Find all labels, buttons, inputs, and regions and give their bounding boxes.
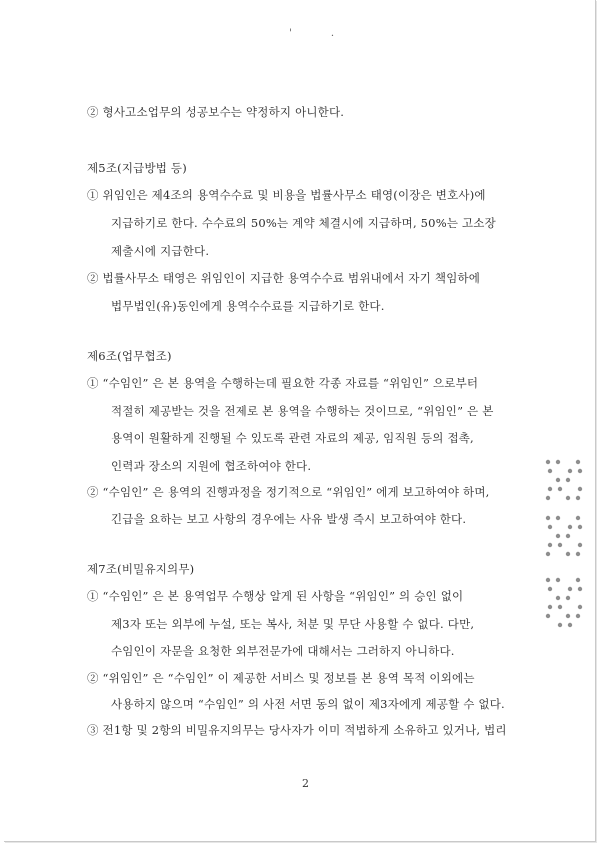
- article-6-heading: 제6조(업무협조): [87, 349, 172, 363]
- article-5-item-1-line-1: ① 위임인은 제4조의 용역수수료 및 비용을 법률사무소 태영(이장은 변호사)에: [87, 188, 486, 202]
- document-page: [4, 0, 596, 842]
- article-5-item-1-line-3: 제출시에 지급한다.: [111, 244, 210, 258]
- perforation-seal-stamp: [544, 458, 586, 638]
- article-7-item-1-line-3: 수임인이 자문을 요청한 외부전문가에 대해서는 그러하지 아니하다.: [111, 644, 455, 658]
- article-6-item-1-line-3: 용역이 원활하게 진행될 수 있도록 관련 자료의 제공, 임직원 등의 접촉,: [111, 431, 474, 445]
- page-number: 2: [302, 777, 309, 790]
- clause-4-item-2: ② 형사고소업무의 성공보수는 약정하지 아니한다.: [87, 105, 345, 119]
- article-7-item-2-line-2: 사용하지 않으며 “수임인” 의 사전 서면 동의 없이 제3자에게 제공할 수 없다.: [111, 697, 505, 711]
- article-6-item-1-line-4: 인력과 장소의 지원에 협조하여야 한다.: [111, 459, 312, 473]
- article-6-item-2-line-2: 긴급을 요하는 보고 사항의 경우에는 사유 발생 즉시 보고하여야 한다.: [111, 512, 467, 526]
- article-7-item-1-line-1: ① “수임인” 은 본 용역업무 수행상 알게 된 사항을 “위임인” 의 승인 없이: [87, 589, 464, 603]
- article-6-item-1-line-2: 적절히 제공받는 것을 전제로 본 용역을 수행하는 것이므로, “위임인” 은 본: [111, 404, 494, 418]
- article-6-item-1-line-1: ① “수임인” 은 본 용역을 수행하는데 필요한 각종 자료를 “위임인” 으로부터: [87, 376, 479, 390]
- article-6-item-2-line-1: ② “수임인” 은 용역의 진행과정을 정기적으로 “위임인” 에게 보고하여야 하며,: [87, 485, 490, 499]
- article-5-item-2-line-1: ② 법률사무소 태영은 위임인이 지급한 용역수수료 범위내에서 자기 책임하에: [87, 271, 481, 285]
- article-7-item-2-line-1: ② “위임인” 은 “수임인” 이 제공한 서비스 및 정보를 본 용역 목적 이외에는: [87, 671, 475, 685]
- article-5-heading: 제5조(지급방법 등): [87, 161, 187, 175]
- article-7-item-3-line-1: ③ 전1항 및 2항의 비밀유지의무는 당사자가 이미 적법하게 소유하고 있거나, 법리: [87, 723, 507, 737]
- article-7-heading: 제7조(비밀유지의무): [87, 562, 195, 576]
- article-7-item-1-line-2: 제3자 또는 외부에 누설, 또는 복사, 처분 및 무단 사용할 수 없다. 다만,: [111, 617, 475, 631]
- article-5-item-2-line-2: 법무법인(유)동인에게 용역수수료를 지급하기로 한다.: [111, 299, 385, 313]
- header-marks: ' .: [289, 28, 353, 39]
- article-5-item-1-line-2: 지급하기로 한다. 수수료의 50%는 계약 체결시에 지급하며, 50%는 고소장: [111, 216, 496, 230]
